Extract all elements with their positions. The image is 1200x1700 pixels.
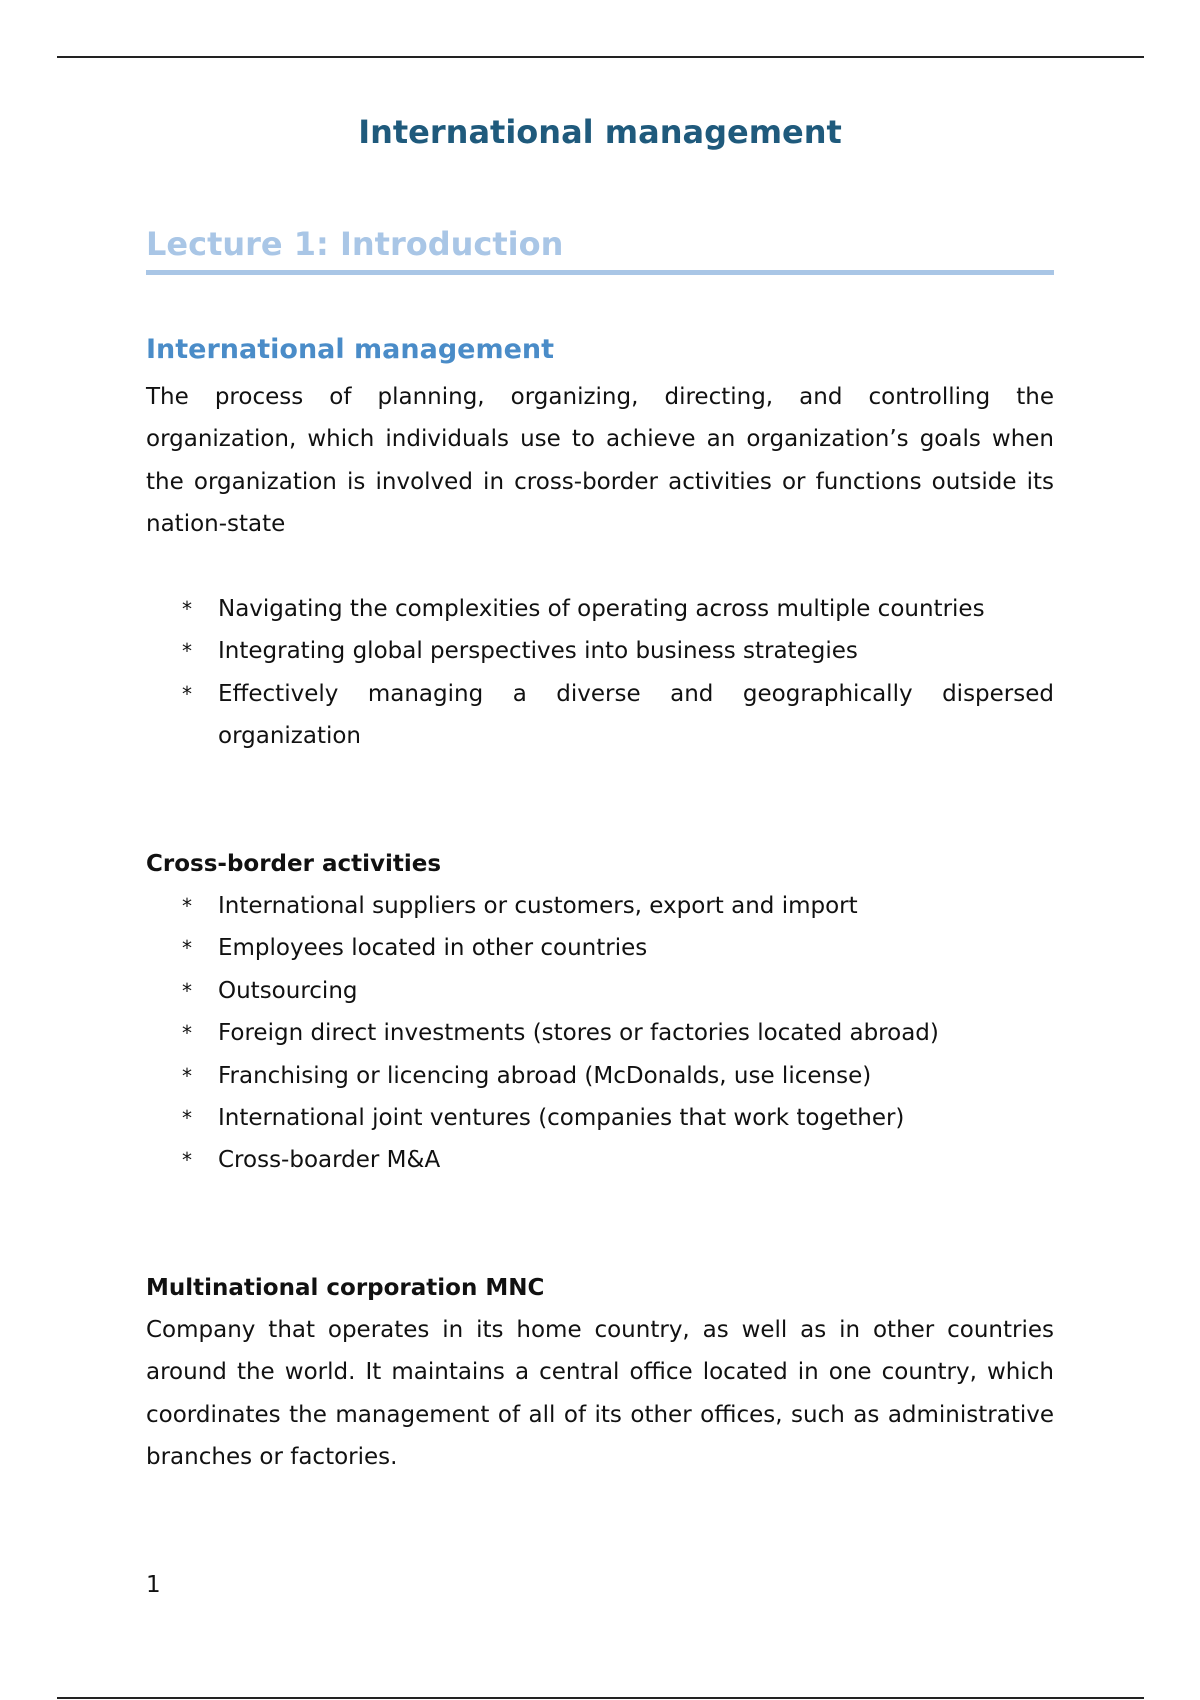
asterisk-bullet-icon: * — [182, 1063, 192, 1088]
asterisk-bullet-icon: * — [182, 978, 192, 1003]
list-item — [182, 630, 1054, 672]
list-item — [182, 673, 1054, 758]
list-item-text: Franchising or licencing abroad (McDonalds, use license) — [218, 1062, 872, 1089]
list-item-text: International joint ventures (companies that work together) — [218, 1105, 905, 1132]
intro-paragraph: The process of planning, organizing, directing, and controlling the organization, which individuals use to achieve an organization’s goals when the organization is involved in cross-border activities or functions outside its nation-state — [146, 384, 1054, 538]
page-number: 1 — [146, 1572, 161, 1598]
list-item-text: Employees located in other countries — [218, 935, 648, 962]
list-item-text: Outsourcing — [218, 977, 358, 1004]
asterisk-bullet-icon: * — [182, 597, 192, 621]
list-item-text: International suppliers or customers, export and import — [218, 893, 858, 919]
list-item-text: Navigating the complexities of operating across multiple countries — [218, 596, 985, 622]
list-item — [182, 1139, 1054, 1181]
list-item — [182, 885, 1054, 927]
list-item — [182, 588, 1054, 630]
mnc-heading: Multinational corporation MNC — [146, 1275, 545, 1301]
cross-border-bullet-list — [182, 885, 1054, 1182]
mnc-paragraph: Company that operates in its home country, as well as in other countries around the world. It maintains a central office located in one country, which coordinates the management of all of its other offices, such as administrative branches or factories. — [146, 1317, 1054, 1471]
intro-bullet-list — [182, 588, 1054, 758]
document-title: International management — [358, 113, 842, 151]
lecture-heading: Lecture 1: Introduction — [146, 222, 1054, 275]
list-item-text: Effectively managing a diverse and geographically dispersed organization — [218, 680, 1054, 750]
list-item-text: Integrating global perspectives into business strategies — [218, 638, 858, 665]
asterisk-bullet-icon: * — [182, 894, 192, 918]
bottom-rule — [57, 1697, 1144, 1699]
cross-border-heading: Cross-border activities — [146, 851, 442, 877]
asterisk-bullet-icon: * — [182, 1106, 192, 1131]
asterisk-bullet-icon: * — [182, 681, 192, 706]
list-item-text: Foreign direct investments (stores or factories located abroad) — [218, 1020, 939, 1047]
asterisk-bullet-icon: * — [182, 1021, 192, 1046]
list-item — [182, 970, 1054, 1012]
list-item-text: Cross-boarder M&A — [218, 1147, 441, 1174]
list-item — [182, 1012, 1054, 1054]
asterisk-bullet-icon: * — [182, 936, 192, 961]
section-heading: International management — [146, 334, 555, 365]
list-item — [182, 927, 1054, 969]
top-rule — [57, 56, 1144, 58]
list-item — [182, 1055, 1054, 1097]
asterisk-bullet-icon: * — [182, 639, 192, 664]
list-item — [182, 1097, 1054, 1139]
asterisk-bullet-icon: * — [182, 1148, 192, 1173]
